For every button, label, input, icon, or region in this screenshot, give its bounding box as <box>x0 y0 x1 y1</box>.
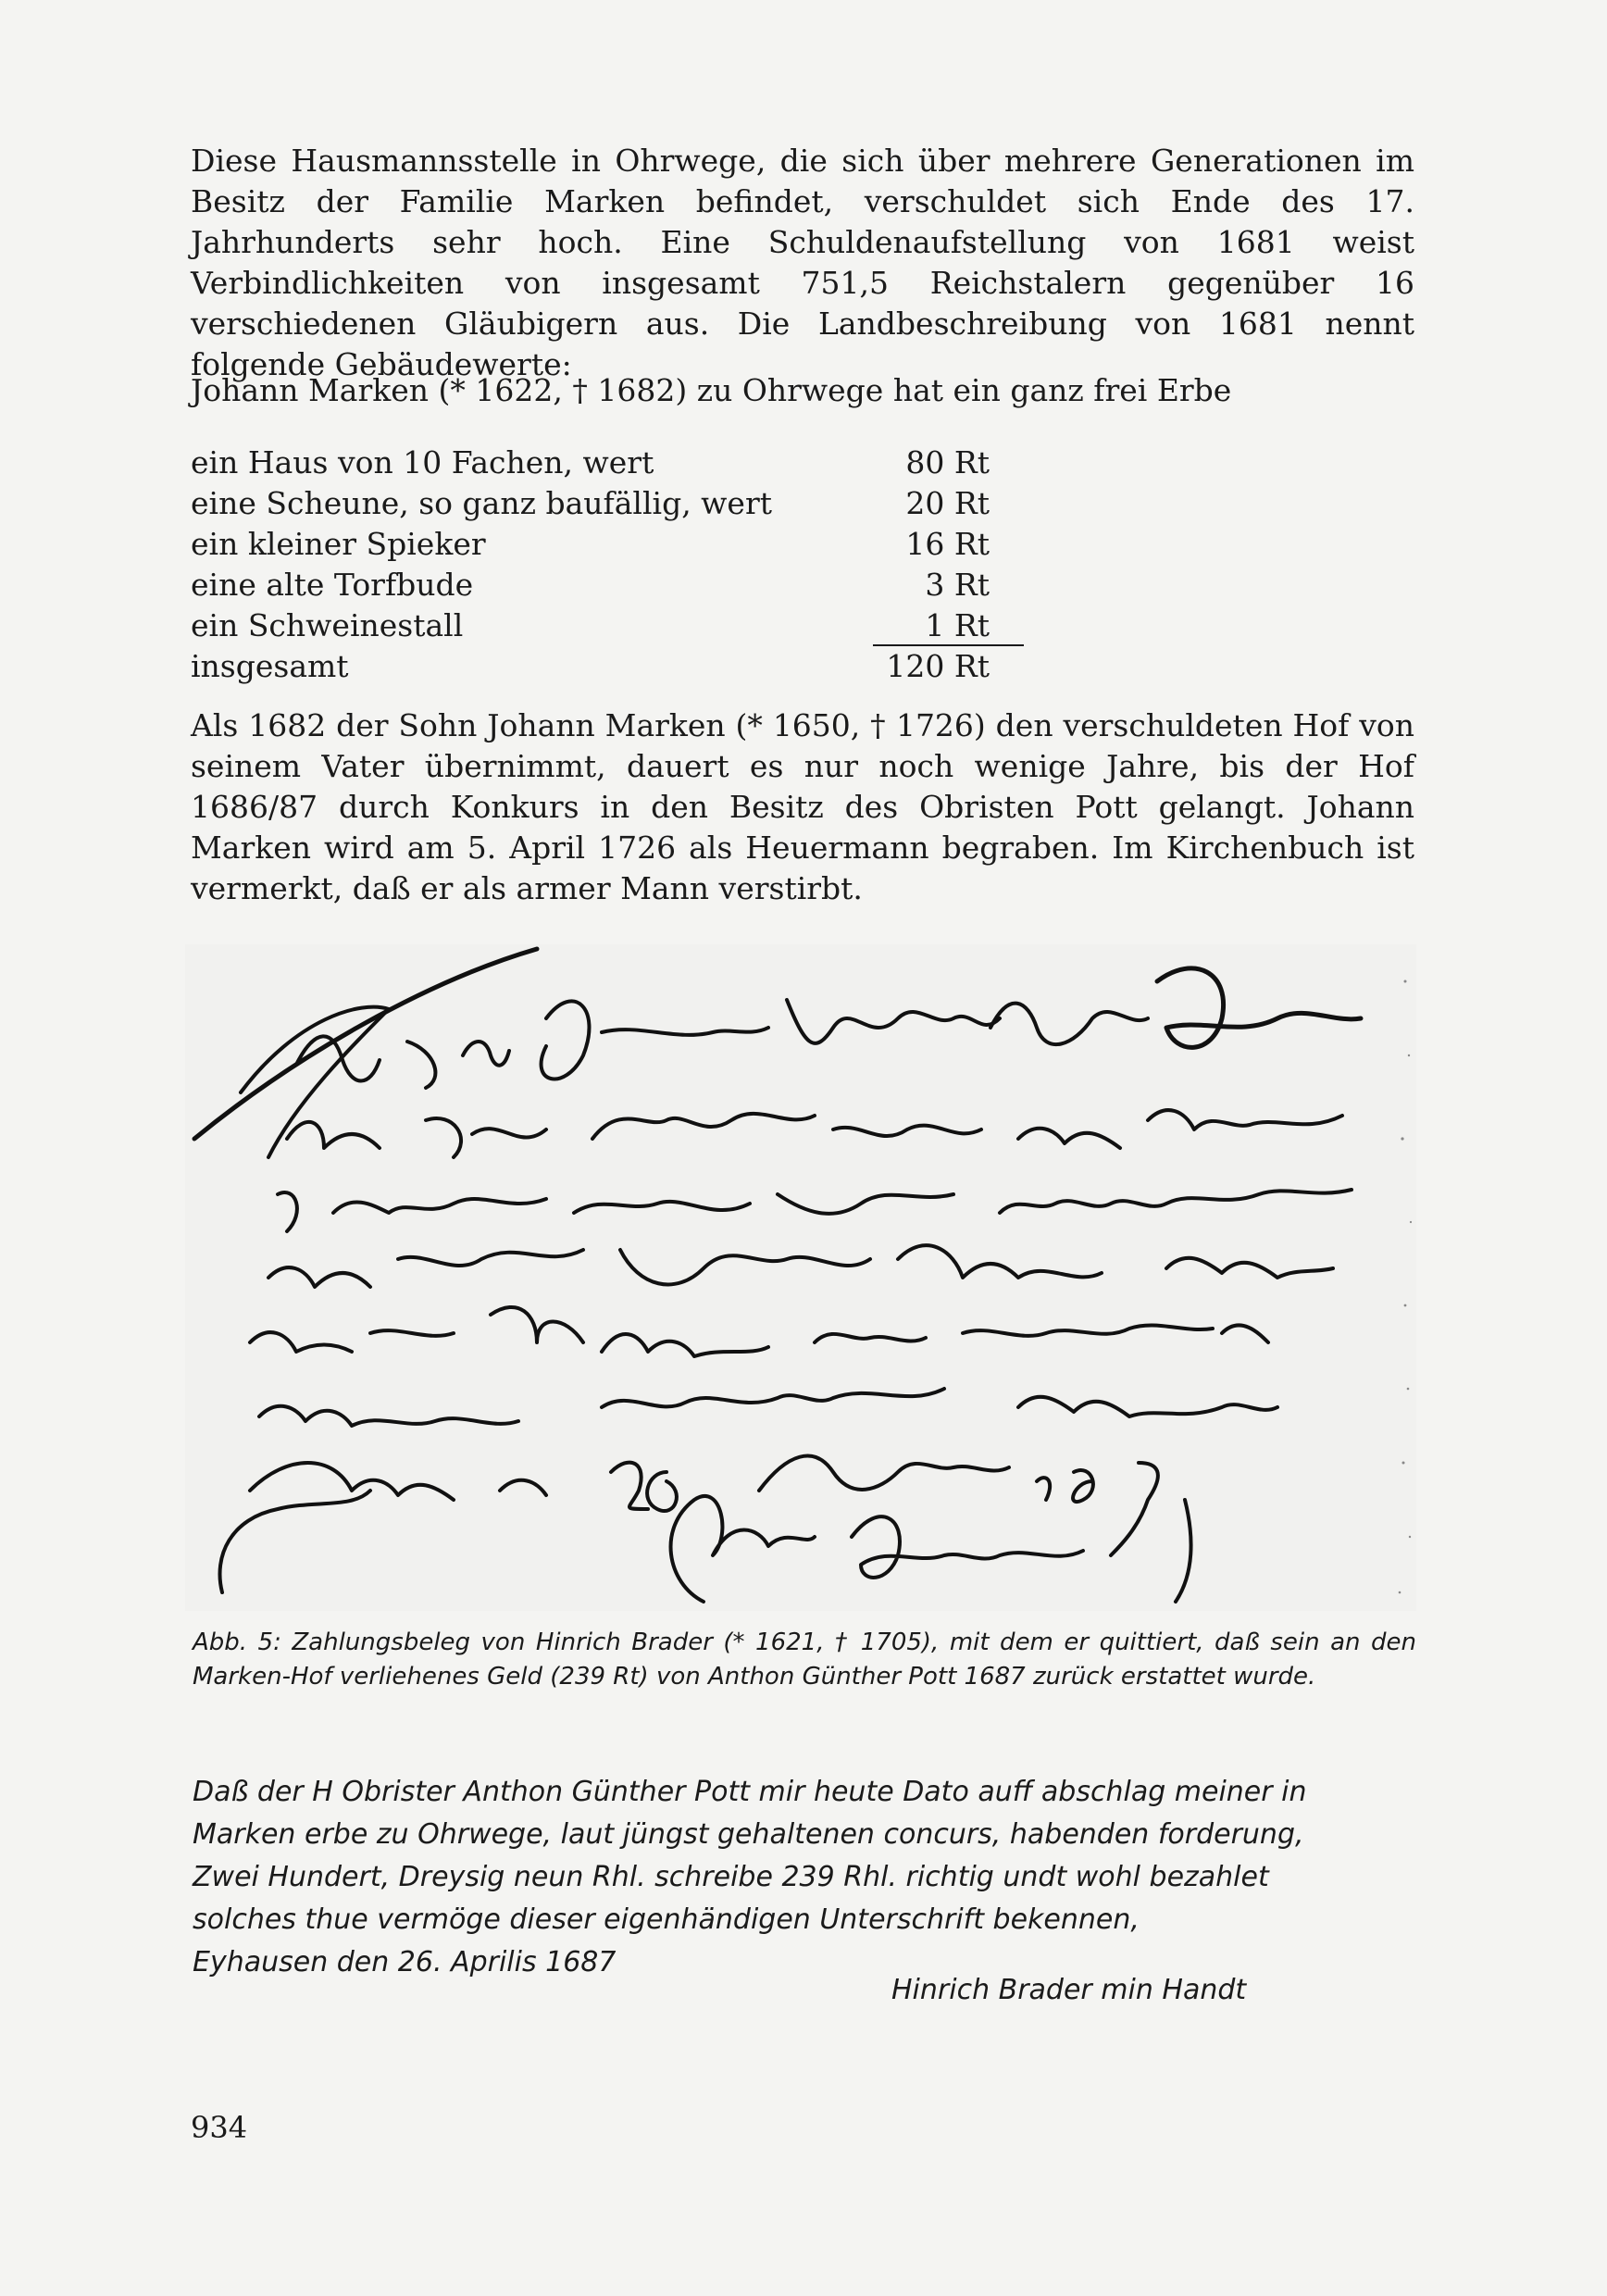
value-row <box>191 483 1024 524</box>
value-total-label: insgesamt <box>191 648 349 684</box>
intro-paragraph: Diese Hausmannsstelle in Ohrwege, die sich über mehrere Generationen im Besitz der Familie Marken befindet, verschuldet sich Ende des 17. Jahrhunderts sehr hoch. Eine Schuldenaufstellung von 1681 weist Verbindlichkeiten von insgesamt 751,5 Reichstalern gegenüber 16 verschiedenen Gläubigern aus. Die Landbeschreibung von 1681 nennt folgende Gebäudewerte: <box>191 143 1414 382</box>
value-row <box>191 443 1024 483</box>
value-amount: 3 Rt <box>925 567 990 603</box>
building-values-table <box>191 443 1024 687</box>
value-amount: 1 Rt <box>925 607 990 643</box>
transcription-line: Zwei Hundert, Dreysig neun Rhl. schreibe 239 Rhl. richtig undt wohl bezahlet <box>193 1861 1269 1893</box>
handwritten-receipt-image <box>185 944 1416 1611</box>
transcription-signature: Hinrich Brader min Handt <box>891 1974 1247 2006</box>
page-number: 934 <box>191 2110 248 2145</box>
value-row <box>191 605 1024 646</box>
transcription-line: Marken erbe zu Ohrwege, laut jüngst gehaltenen concurs, habenden forderung, <box>193 1818 1304 1851</box>
value-label: eine alte Torfbude <box>191 567 474 603</box>
sohn-paragraph: Als 1682 der Sohn Johann Marken (* 1650, † 1726) den verschuldeten Hof von seinem Vater übernimmt, dauert es nur noch wenige Jahre, bis der Hof 1686/87 durch Konkurs in den Besitz des Obristen Pott gelangt. Johann Marken wird am 5. April 1726 als Heuermann begraben. Im Kirchenbuch ist vermerkt, daß er als armer Mann verstirbt. <box>191 707 1414 906</box>
figure-caption: Abb. 5: Zahlungsbeleg von Hinrich Brader (* 1621, † 1705), mit dem er quittiert, daß sein an den Marken-Hof verliehenes Geld (239 Rt) von Anthon Günther Pott 1687 zurück erstattet wurde. <box>193 1628 1416 1691</box>
value-amount: 20 Rt <box>905 485 990 521</box>
transcription-line: solches thue vermöge dieser eigenhändigen Unterschrift bekennen, <box>193 1903 1140 1936</box>
value-total-amount: 120 Rt <box>886 648 990 684</box>
value-label: ein Haus von 10 Fachen, wert <box>191 444 654 480</box>
value-label: ein kleiner Spieker <box>191 526 486 562</box>
transcription-line: Eyhausen den 26. Aprilis 1687 <box>193 1946 617 1978</box>
value-amount: 80 Rt <box>905 444 990 480</box>
value-label: eine Scheune, so ganz baufällig, wert <box>191 485 772 521</box>
value-row <box>191 524 1024 565</box>
value-row <box>191 565 1024 605</box>
receipt-transcription <box>193 1771 1416 1984</box>
value-label: ein Schweinestall <box>191 607 464 643</box>
value-total-row <box>191 646 1024 687</box>
value-amount: 16 Rt <box>905 526 990 562</box>
sum-divider-line <box>873 644 1024 646</box>
transcription-line: Daß der H Obrister Anthon Günther Pott mir heute Dato auff abschlag meiner in <box>193 1776 1307 1808</box>
johann-marken-line: Johann Marken (* 1622, † 1682) zu Ohrwege hat ein ganz frei Erbe <box>191 372 1232 408</box>
